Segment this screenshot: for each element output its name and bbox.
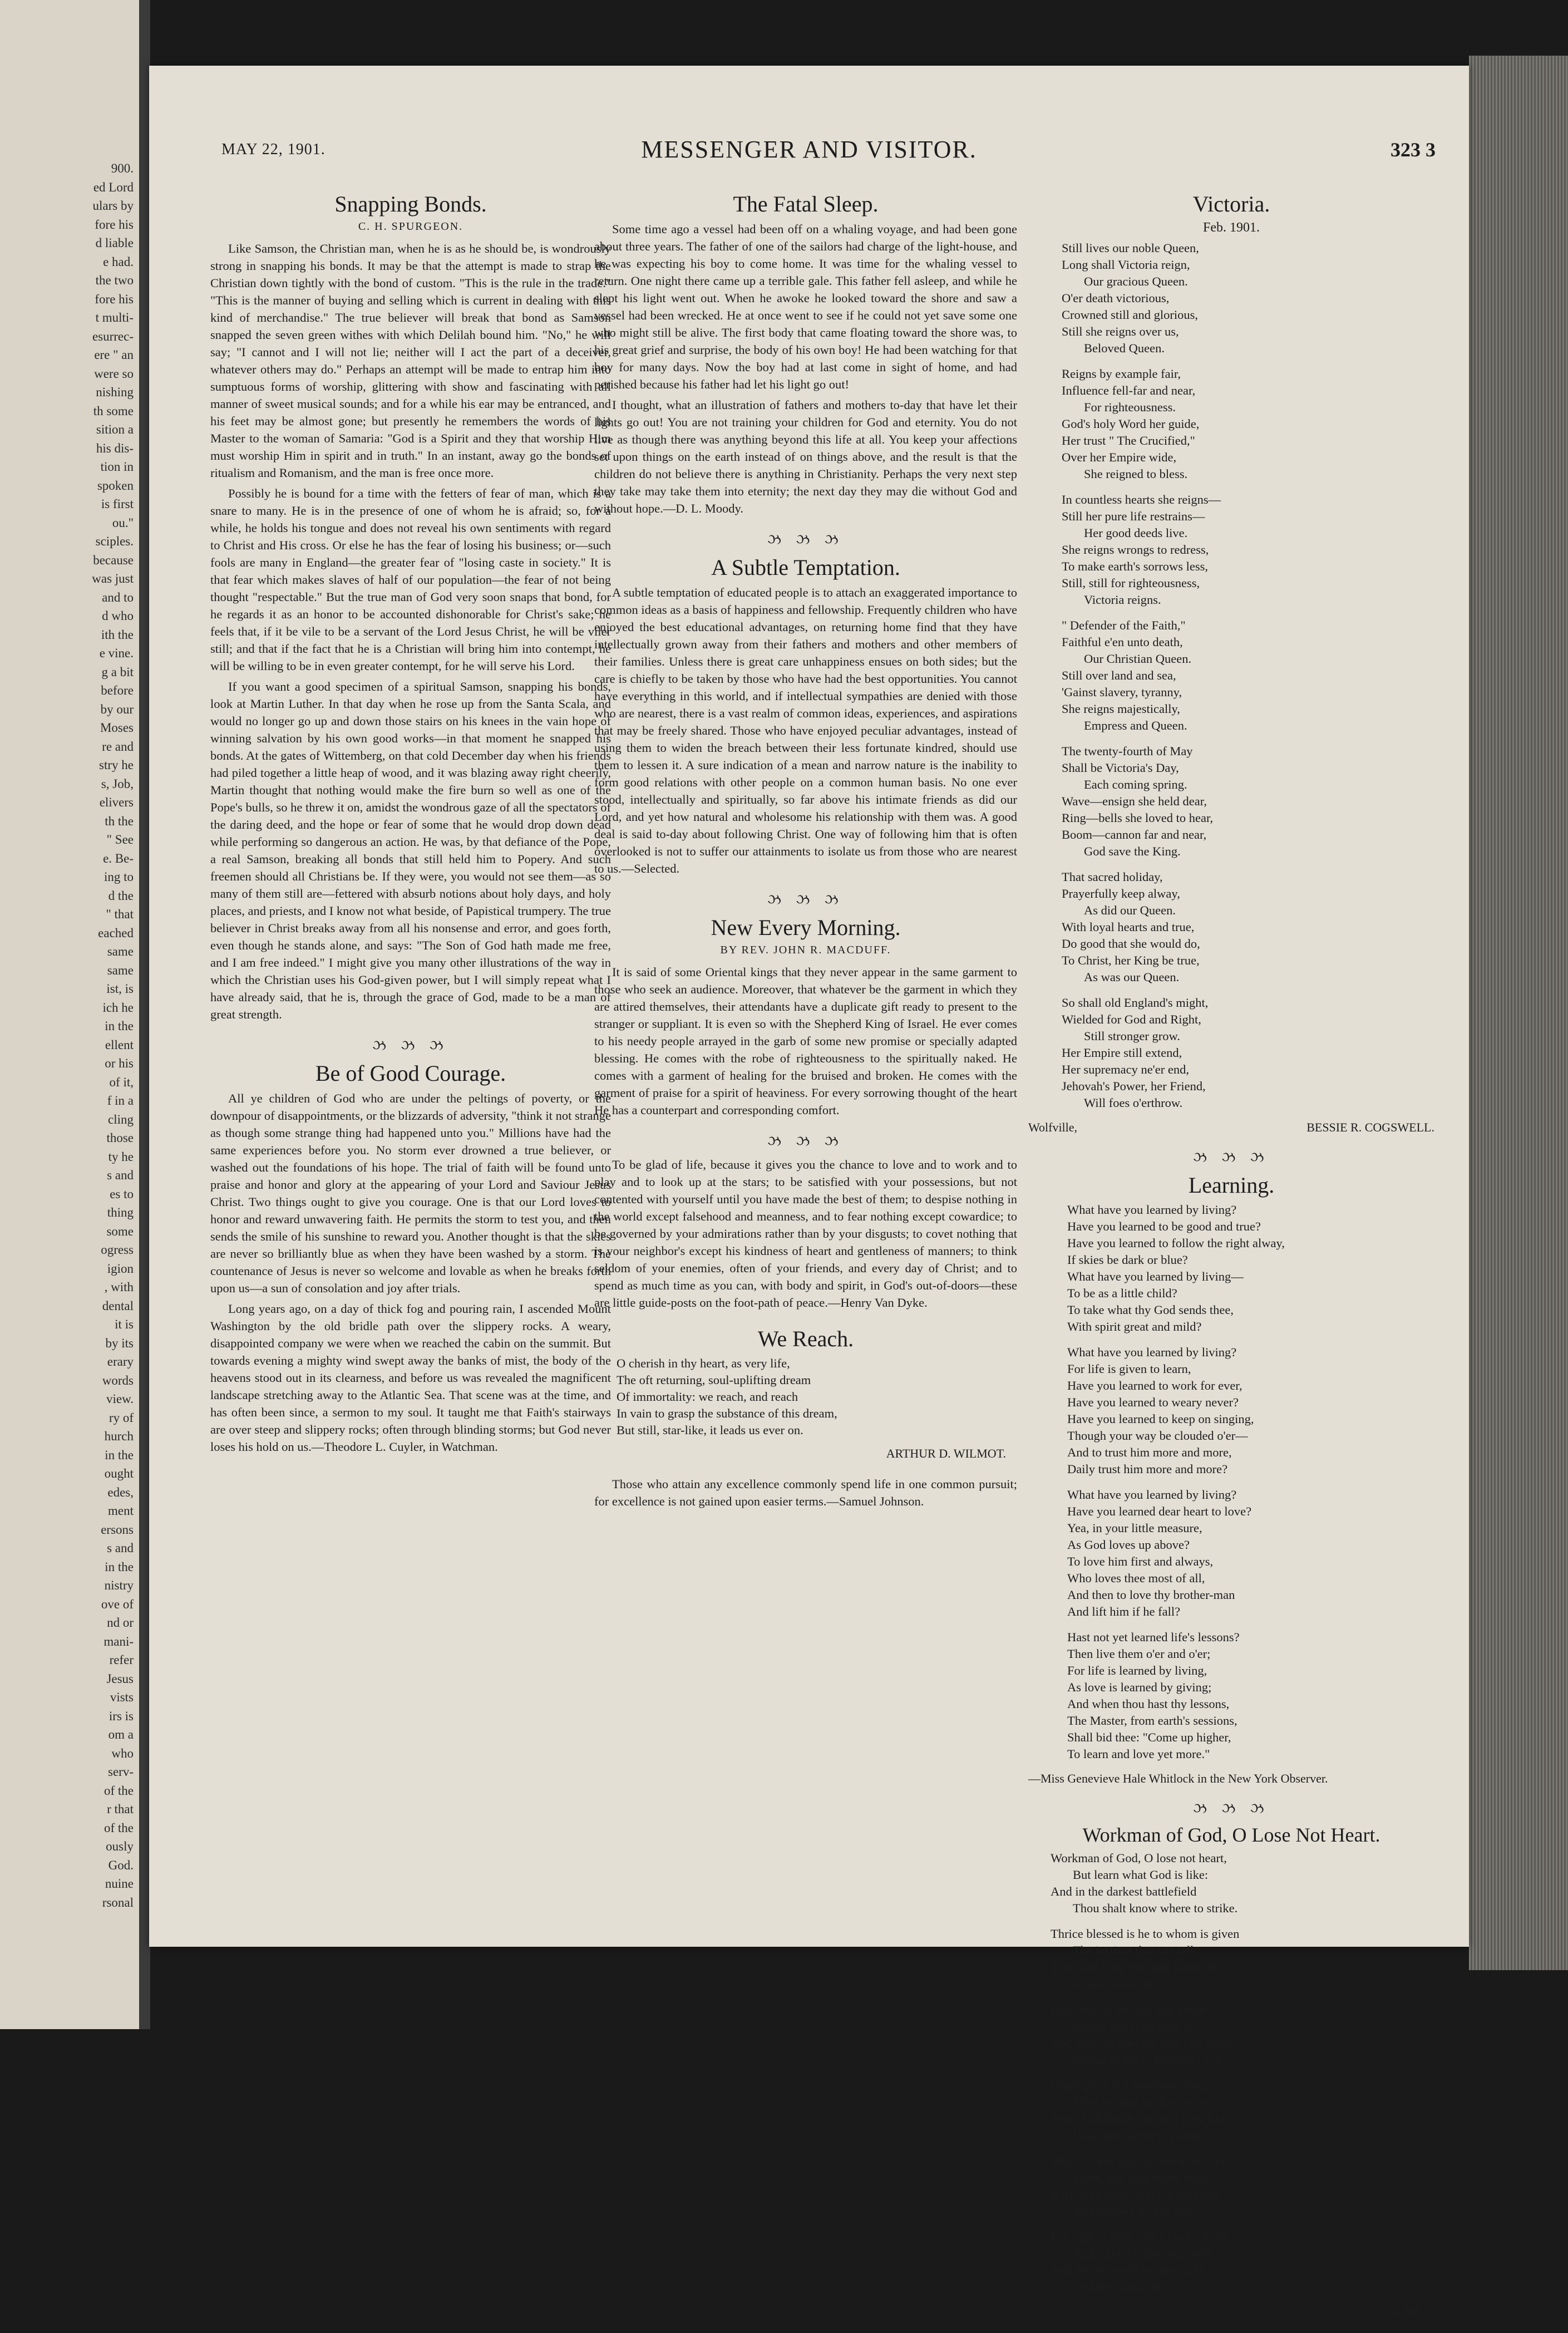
sliver-text-line: God. bbox=[108, 1858, 134, 1872]
sliver-text-line: r that bbox=[107, 1802, 134, 1816]
sliver-text-line: es to bbox=[110, 1187, 134, 1201]
poem-line: And then to love thy brother-man bbox=[1067, 1588, 1235, 1602]
poem-title: Victoria. bbox=[1192, 191, 1270, 216]
poem-line: Shall be Victoria's Day, bbox=[1062, 761, 1179, 775]
poem-line: As God loves up above? bbox=[1067, 1538, 1190, 1552]
article-snapping-bonds bbox=[210, 191, 611, 1023]
poem-line: What have you learned by living? bbox=[1067, 1488, 1237, 1502]
sliver-text-line: in the bbox=[105, 1559, 134, 1574]
poem-line: The twenty-fourth of May bbox=[1062, 744, 1193, 758]
sliver-text-line: nistry bbox=[104, 1578, 134, 1592]
poem-line: Her supremacy ne'er end, bbox=[1062, 1062, 1189, 1076]
poem-stanzas bbox=[1028, 1850, 1434, 2295]
sliver-text-line: view. bbox=[106, 1392, 134, 1406]
poem-title: We Reach. bbox=[757, 1326, 854, 1351]
sliver-text-line: of the bbox=[103, 1783, 134, 1798]
poem-stanza bbox=[1051, 1926, 1434, 1992]
paragraph: A subtle temptation of educated people is to attach an exaggerated importance to common ideas as a basis of happiness and fellowship. Frequently children who have enjoyed the best educational advantages, on returning home find that they have intellectually grown away from their fathers and mothers and other members of their families. Unless there is great care unhappiness ensues on both sides; but the care is chiefly to be taken by those who have had the best opportunities. You cannot have everything in this world, and if intellectual sympathies are denied with those who are nearest, there is a vast realm of common ideas, experiences, and aspirations that may be freely shared. Those who have enjoyed peculiar advantages, instead of using them to widen the breach between their less fortunate kindred, should use them to lessen it. A sure indication of a mean and narrow nature is the inability to form good relations with other people on a common human basis. No one ever stood, intellectually and spiritually, so far above his intimate friends as did our Lord, and yet how natural and wholesome his relationship with them was. A good deal is said to-day about following Christ. One way of following him that is often overlooked is not to suffer our attainments to isolate us from those who are nearest to us.—Selected. bbox=[594, 585, 1017, 875]
poem-line: Still her pure life restrains— bbox=[1062, 509, 1205, 523]
sliver-text-line: refer bbox=[109, 1653, 134, 1667]
book-gutter bbox=[139, 0, 150, 2029]
article-fatal-sleep bbox=[594, 191, 1017, 517]
paragraph: It is said of some Oriental kings that they never appear in the same garment to those who seek an audience. Moreover, that whatever be the garment in which they are attired themselves, their attendants have a duplicate gift ready to present to the stranger or suppliant. It is even so with the Shepherd King of Israel. He ever comes to his needy people arrayed in the garb of some new promise or specially adapted blessing. He comes with the robe of righteousness to the spiritually naked. He comes with a garment of healing for the bruised and broken. He comes with the garment of praise for a spirit of heaviness. For every sorrowing thought of the heart He has a counterpart and corresponding comfort. bbox=[594, 965, 1017, 1117]
sliver-text-line: ogress bbox=[101, 1243, 134, 1257]
poem-stanza bbox=[1067, 1344, 1434, 1478]
fleuron-ornament: ઝ ઝ ઝ bbox=[767, 531, 844, 548]
article-glad-of-life bbox=[594, 1156, 1017, 1311]
poem-line: To be as a little child? bbox=[1067, 1286, 1177, 1300]
article-title: A Subtle Temptation. bbox=[711, 555, 900, 580]
sliver-text-line: ulars by bbox=[92, 199, 134, 213]
sliver-text-line: e had. bbox=[103, 254, 134, 269]
poem-we-reach bbox=[594, 1326, 1017, 1461]
poem-line: Influence fell-far and near, bbox=[1062, 383, 1196, 397]
paragraph: Some time ago a vessel had been off on a whaling voyage, and had been gone about three years. The father of one of the sailors had charge of the light-house, and he was expecting his boy to come home. It was time for the whaling vessel to return. One night there came up a terrible gale. This father fell asleep, and while he slept his light went out. When he awoke he looked toward the shore and saw a vessel had been wrecked. He at once went to see if he could not yet save some one who might still be alive. The first body that came floating toward the shore was, to his great grief and surprise, the body of his own boy! He had been watching for that boy for many days. Now the boy had at last come in sight of home, and had perished because his father had let his light go out! bbox=[594, 222, 1017, 391]
poem-line: Yea, in your little measure, bbox=[1067, 1521, 1202, 1535]
poem-line: To Christ, her King be true, bbox=[1062, 953, 1200, 967]
sliver-text-line: hurch bbox=[104, 1429, 134, 1443]
poem-line: Do good that she would do, bbox=[1062, 937, 1200, 951]
poem-stanza bbox=[1062, 240, 1434, 357]
poem-line: If skies be dark or blue? bbox=[1067, 1253, 1188, 1267]
article-subtle-temptation bbox=[594, 554, 1017, 877]
sliver-text-line: s, Job, bbox=[101, 776, 134, 791]
sliver-text-line: nd or bbox=[107, 1616, 134, 1630]
poem-line: Still over land and sea, bbox=[1062, 668, 1176, 682]
sliver-text-line: esurrec- bbox=[92, 329, 134, 343]
poem-line: For life is learned by living, bbox=[1067, 1663, 1207, 1677]
poem-stanza bbox=[1062, 869, 1434, 986]
poem-stanza bbox=[1062, 617, 1434, 734]
poem-line: Beloved Queen. bbox=[1084, 341, 1165, 355]
poem-line: Still stronger grow. bbox=[1084, 1029, 1180, 1043]
sliver-text-line: ment bbox=[108, 1504, 134, 1518]
sliver-text-line: tion in bbox=[100, 460, 134, 474]
paragraph: Like Samson, the Christian man, when he is as he should be, is wondrously strong in snapping his bonds. It may be that the attempt is made to strap the Christian down tightly with the bond of custom. "This is the rule in the trade." "This is the manner of buying and selling which is current in dealing with this kind of merchandise." The true believer will break that bond as Samson snapped the seven green withes with which Delilah bound him. "No," he will say; "I cannot and I will not lie; neither will I act the part of a deceiver, whatever others may do." Perhaps an attempt will be made to entrap him into sumptuous forms of worship, glittering with show and fascinating with all manner of sweet musical sounds; and for a while his ear may be entranced, and his feet may be almost gone; but presently he remembers the words of his Master to the woman of Samaria: "God is a Spirit and they that worship Him must worship Him in spirit and in truth." In an instant, away go the bonds of ritualism and Romanism, and the man is free once more. bbox=[210, 242, 611, 480]
poem-line: Of immortality: we reach, and reach bbox=[617, 1390, 798, 1404]
poem-line: Who loves thee most of all, bbox=[1067, 1571, 1205, 1585]
sliver-text-line: d liable bbox=[95, 236, 134, 250]
poem-stanza bbox=[1051, 2153, 1434, 2219]
poem-line: 'Gainst slavery, tyranny, bbox=[1062, 685, 1182, 699]
sliver-text-line: erary bbox=[107, 1355, 134, 1369]
sliver-text-line: and to bbox=[102, 590, 134, 604]
poem-subtitle: Feb. 1901. bbox=[1203, 220, 1260, 235]
poem-stanza bbox=[1062, 366, 1434, 483]
sliver-text-line: stry he bbox=[99, 758, 134, 772]
poem-line: With spirit great and mild? bbox=[1067, 1320, 1202, 1333]
sliver-text-line: of the bbox=[103, 1820, 134, 1835]
poem-line: The oft returning, soul-uplifting dream bbox=[617, 1373, 811, 1387]
sliver-text-line: irs is bbox=[109, 1709, 134, 1723]
sliver-text-line: thing bbox=[107, 1205, 134, 1219]
poem-line: With loyal hearts and true, bbox=[1062, 920, 1195, 934]
poem-line: She reigned to bless. bbox=[1084, 467, 1188, 481]
poem-line: And in the darkest battlefield bbox=[1051, 1884, 1197, 1898]
paragraph: If you want a good specimen of a spiritual Samson, snapping his bonds, look at Martin Luther. In that day when he rose up from the Santa Scala, and would no longer go up and down those stairs on his knees in the vain hope of winning salvation by his own good works—in that moment he snapped his bonds. At the gates of Wittemberg, on that cold December day when his friends had piled together a little heap of wood, and it was blazing away right cheerily, Martin thought that nothing would make the fire burn so well as one of the Pope's bulls, so he threw it on, amidst the wondrous gaze of all the spectators of the daring deed, and the hope or fear of some that he would drop down dead while performing so dangerous an action. He was, by that defiance of the Pope, a real Samson, breaking all bonds that still held him to Popery. And such freemen should all Christians be. If they were, you would not see them—as so many of them still are—fettered with absurb notions about holy days, and holy places, and priests, and I know not what beside, of Papistical trumpery. The true believer in Christ breaks away from all his nonsense and error, and goes forth, even though he stands alone, and says: "The Son of God hath made me free, and I am free indeed." I might give you many other illustrations of the way in which the Christian uses his God-given power, but I will simply repeat what I have already said, that he is, through the grace of God, made to be a man of great strength. bbox=[210, 680, 611, 1021]
sliver-text-line: ty he bbox=[108, 1149, 134, 1164]
poem-line: Workman of God, O lose not heart, bbox=[1051, 1851, 1227, 1865]
sliver-text-line: ich he bbox=[102, 1000, 134, 1015]
poem-line: Crowned still and glorious, bbox=[1062, 308, 1198, 322]
poem-line: Have you learned to weary never? bbox=[1067, 1395, 1239, 1409]
sliver-text-line: spoken bbox=[97, 478, 134, 493]
poem-line: And right the day must win; bbox=[1073, 2246, 1214, 2260]
sliver-text-line: ed Lord bbox=[93, 180, 134, 194]
poem-author: ARTHUR D. WILMOT. bbox=[886, 1446, 1006, 1460]
poem-line: Jehovah's Power, her Friend, bbox=[1062, 1079, 1206, 1093]
sliver-text-line: d who bbox=[102, 609, 134, 623]
sliver-text-line: in the bbox=[105, 1448, 134, 1462]
fleuron-ornament: ઝ ઝ ઝ bbox=[767, 1133, 844, 1149]
sliver-text-line: nuine bbox=[105, 1877, 134, 1891]
poem-line: Hast not yet learned life's lessons? bbox=[1067, 1630, 1240, 1644]
poem-line: What have you learned by living? bbox=[1067, 1203, 1237, 1217]
sliver-text-line: ellent bbox=[105, 1037, 134, 1052]
poem-line: Blest, too, is he who can divine bbox=[1051, 2002, 1208, 2016]
sliver-text-line: elivers bbox=[99, 795, 134, 809]
poem-line: But still, star-like, it leads us ever on. bbox=[617, 1423, 803, 1437]
poem-stanza bbox=[1051, 1850, 1434, 1917]
article-byline: C. H. SPURGEON. bbox=[358, 220, 464, 233]
paragraph: All ye children of God who are under the peltings of poverty, or the downpour of disappointments, or the blizzards of adversity, "think it not strange as though some strange thing had happened unto you." Millions have had the same experiences before you. No storm ever drowned a true believer, or washed out the foundations of his hope. The trial of faith will be found unto praise and honor and glory at the appearing of your Lord and Saviour Jesus Christ. Two things ought to give you courage. One is that our Lord loves to honor and reward unwavering faith. He permits the storm to test you, and then sends the smile of his sunshine to reward you. Another thought is that the skies are never so brilliantly blue as when they have been washed by a storm. The countenance of Jesus is never so welcome and lovable as when he breaks forth upon us—a sun of consolation and joy after trials. bbox=[210, 1091, 611, 1295]
sliver-text-line: those bbox=[106, 1131, 134, 1145]
sliver-text-line: ing to bbox=[103, 870, 134, 884]
poem-learning bbox=[1028, 1172, 1434, 1786]
poem-title: Workman of God, O Lose Not Heart. bbox=[1082, 1824, 1380, 1846]
poem-line: Though your way be clouded o'er— bbox=[1067, 1429, 1248, 1443]
sliver-text-line: mani- bbox=[103, 1634, 134, 1648]
poem-line: Each coming spring. bbox=[1084, 777, 1187, 791]
poem-line: Our gracious Queen. bbox=[1084, 274, 1188, 288]
poem-line: Long shall Victoria reign, bbox=[1062, 258, 1190, 272]
poem-line: Victoria reigns. bbox=[1084, 593, 1161, 607]
poem-line: To love him first and always, bbox=[1067, 1554, 1214, 1568]
article-title: Snapping Bonds. bbox=[334, 191, 487, 216]
poem-line: Wrong to man's blindfold eye. bbox=[1073, 2053, 1225, 2066]
paragraph: Those who attain any excellence commonly spend life in one common pursuit; for excellence is not gained upon easier terms.—Samuel Johnson. bbox=[594, 1477, 1017, 1508]
poem-line: And of all things on earth least like bbox=[1051, 2111, 1227, 2125]
sliver-text-line: , with bbox=[104, 1280, 134, 1294]
poem-line: That God is on the field when He bbox=[1051, 1960, 1218, 1974]
sliver-text-line: ought bbox=[104, 1466, 134, 1480]
poem-line: Still, still for righteousness, bbox=[1062, 576, 1200, 590]
sliver-text-line: re and bbox=[102, 739, 134, 754]
poem-line: What have you learned by living? bbox=[1067, 1345, 1237, 1359]
poem-line: Muse on His justice, downcast soul, bbox=[1051, 2154, 1231, 2168]
sliver-text-line: by our bbox=[100, 702, 134, 716]
poem-stanzas bbox=[1028, 1202, 1434, 1763]
article-byline: BY REV. JOHN R. MACDUFF. bbox=[720, 944, 891, 956]
article-excellence bbox=[594, 1475, 1017, 1510]
poem-line: Then live them o'er and o'er; bbox=[1067, 1647, 1211, 1661]
poem-line: O cherish in thy heart, as very life, bbox=[617, 1356, 790, 1370]
sliver-text-line: serv- bbox=[108, 1765, 134, 1779]
poem-line: To take what thy God sends thee, bbox=[1067, 1303, 1234, 1317]
poem-line: And dares to take the side that seems bbox=[1051, 2036, 1236, 2050]
sliver-text-line: same bbox=[107, 963, 134, 977]
poem-line: She reigns wrongs to redress, bbox=[1062, 543, 1209, 557]
sliver-text-line: fore his bbox=[95, 292, 134, 306]
fleuron-ornament: ઝ ઝ ઝ bbox=[1193, 1149, 1270, 1165]
sliver-text-line: his dis- bbox=[96, 441, 134, 455]
article-title: New Every Morning. bbox=[711, 915, 901, 940]
poem-line: Still lives our noble Queen, bbox=[1062, 241, 1199, 255]
sliver-text-line: " See bbox=[106, 833, 134, 846]
article-new-every-morning bbox=[594, 914, 1017, 1119]
sliver-text-line: th some bbox=[93, 403, 134, 418]
sliver-text-line: ove of bbox=[101, 1597, 134, 1611]
sliver-text-line: who bbox=[111, 1746, 134, 1760]
poem-line: Boom—cannon far and near, bbox=[1062, 828, 1207, 841]
poem-stanza bbox=[1067, 1629, 1434, 1763]
poem-line: Empress and Queen. bbox=[1084, 718, 1187, 732]
sliver-text-line: d the bbox=[108, 888, 134, 903]
sliver-text-line: sciples. bbox=[95, 534, 134, 548]
sliver-text-line: f in a bbox=[107, 1094, 134, 1108]
poem-line: God save the King. bbox=[1084, 844, 1181, 858]
poem-line: The Master, from earth's sessions, bbox=[1067, 1714, 1237, 1727]
poem-stanzas bbox=[1028, 240, 1434, 1111]
poem-line: In countless hearts she reigns— bbox=[1062, 493, 1221, 506]
column-1 bbox=[210, 185, 611, 1470]
sliver-text-line: igion bbox=[107, 1261, 134, 1276]
poem-line: " Defender of the Faith," bbox=[1062, 618, 1186, 632]
sliver-text-line: rsonal bbox=[102, 1895, 134, 1909]
sliver-text-line: eached bbox=[98, 926, 134, 940]
sliver-text-line: e vine. bbox=[99, 646, 134, 660]
poem-attribution: —Miss Genevieve Hale Whitlock in the New York Observer. bbox=[1028, 1771, 1328, 1785]
poem-line: For right is right, since God is God; bbox=[1051, 2229, 1230, 2243]
poem-stanza bbox=[1051, 2077, 1434, 2144]
sliver-text-line: t multi- bbox=[95, 311, 134, 324]
sliver-text-line: or his bbox=[105, 1056, 134, 1070]
paragraph: Long years ago, on a day of thick fog and pouring rain, I ascended Mount Washington by the old bridle path over the slippery rocks. A weary, disappointed company we were when we reached the cabin on the summit. But towards evening a mighty wind swept away the banks of mist, the body of the heavens stood out in its clearness, and before us was revealed the magnificent landscape stretching away to the Atlantic Sea. That scene was at the time, and has often been since, a sermon to my soul. It taught me that Faith's stairways are over steep and slippery rocks; often through blinding storms; but God never loses his hold on us.—Theodore L. Cuyler, in Watchman. bbox=[210, 1302, 611, 1454]
header-title: MESSENGER AND VISITOR. bbox=[641, 136, 977, 163]
article-title: The Fatal Sleep. bbox=[733, 191, 879, 216]
poem-line: Her good deeds live. bbox=[1084, 526, 1188, 540]
sliver-text-line: s and bbox=[107, 1168, 134, 1182]
sliver-text-line: fore his bbox=[95, 217, 134, 232]
paragraph: Possibly he is bound for a time with the fetters of fear of man, which is a snare to many. He is in the presence of one of whom he is afraid; so, for a while, he holds his tongue and does not reveal his own sentiments with regard to Christ and His cross. Or else he has the fear of losing his business; or—such fools are many in England—the greater fear of "losing caste in society." It is that fear which makes slaves of half of our population—the fear of not being thought "respectable." But the true man of God very soon snaps that bond, for he regards it as an honor to be accounted dishonorable for Christ's sake; he feels that, if it be vile to be a servant of the Lord Jesus Christ, he will be viler still; and that if the fact that he is a Christian will bring him into contempt, he will be willing to be in even greater contempt, for he will serve his Lord. bbox=[210, 486, 611, 673]
poem-line: Most strange in all its ways: bbox=[1073, 2095, 1214, 2109]
poem-line: Wave—ensign she held dear, bbox=[1062, 794, 1207, 808]
poem-place: Wolfville, bbox=[1028, 1120, 1078, 1134]
poem-line: As did our Queen. bbox=[1084, 903, 1176, 917]
previous-page-sliver bbox=[0, 0, 139, 2029]
poem-line: Is most invisible. bbox=[1073, 1977, 1159, 1991]
sliver-text-line: by its bbox=[105, 1336, 134, 1350]
sliver-text-line: ously bbox=[106, 1839, 134, 1853]
sliver-text-line: ere " an bbox=[94, 348, 134, 362]
poem-line: As love is learned by giving; bbox=[1067, 1680, 1212, 1694]
poem-line: She reigns majestically, bbox=[1062, 702, 1180, 716]
fleuron-ornament: ઝ ઝ ઝ bbox=[372, 1037, 449, 1054]
poem-victoria bbox=[1028, 191, 1434, 1135]
poem-line: Reigns by example fair, bbox=[1062, 367, 1181, 381]
sliver-text-line: dental bbox=[102, 1298, 134, 1313]
poem-line: Ring—bells she loved to hear, bbox=[1062, 811, 1214, 825]
poem-line: As was our Queen. bbox=[1084, 970, 1180, 984]
poem-signature bbox=[1028, 1120, 1434, 1135]
sliver-text-line: ry of bbox=[109, 1410, 134, 1425]
sliver-text-line: nishing bbox=[96, 385, 134, 399]
poem-line: Have you learned dear heart to love? bbox=[1067, 1504, 1252, 1518]
poem-line: Our Christian Queen. bbox=[1084, 652, 1192, 666]
sliver-text-line: om a bbox=[108, 1727, 134, 1741]
poem-stanza bbox=[1067, 1487, 1434, 1620]
poem-line: Have you learned to follow the right alway, bbox=[1067, 1236, 1285, 1250]
poem-author: BESSIE R. COGSWELL. bbox=[1306, 1120, 1434, 1134]
sliver-text-line: th the bbox=[105, 814, 134, 828]
poem-line: In vain to grasp the substance of this dream, bbox=[617, 1406, 837, 1420]
sliver-text-line: g a bit bbox=[101, 665, 134, 679]
poem-line: God's holy Word her guide, bbox=[1062, 417, 1200, 431]
poem-line: Shall bid thee: "Come up higher, bbox=[1067, 1730, 1231, 1744]
sliver-text-line: cling bbox=[108, 1112, 134, 1126]
poem-line: Her trust " The Crucified," bbox=[1062, 434, 1195, 447]
poem-line: Prayerfully keep alway, bbox=[1062, 887, 1180, 900]
sliver-text-line: because bbox=[93, 553, 134, 567]
poem-line: And when thou hast thy lessons, bbox=[1067, 1697, 1230, 1711]
poem-workman-of-god bbox=[1028, 1823, 1434, 2319]
poem-line: Back with thine angel to the field, bbox=[1051, 2187, 1221, 2201]
article-title: Be of Good Courage. bbox=[315, 1061, 506, 1086]
poem-line: Muse, and take better heart: bbox=[1073, 2170, 1212, 2184]
fleuron-ornament: ઝ ઝ ઝ bbox=[767, 892, 844, 908]
sliver-text-line: sition a bbox=[96, 422, 134, 436]
poem-line: God's glory is a wondrous thing, bbox=[1051, 2078, 1214, 2092]
poem-line: That sacred holiday, bbox=[1062, 870, 1163, 884]
sliver-text-line: in the bbox=[105, 1019, 134, 1033]
sliver-text-line: e. Be- bbox=[103, 851, 134, 865]
poem-stanza bbox=[1062, 995, 1434, 1111]
header-date: MAY 22, 1901. bbox=[221, 141, 326, 158]
sliver-text-line: it is bbox=[115, 1317, 134, 1331]
sliver-text-line: ersons bbox=[101, 1522, 134, 1537]
poem-stanza bbox=[1067, 1202, 1434, 1335]
header-page-number: 323 3 bbox=[1391, 139, 1436, 161]
fleuron-ornament: ઝ ઝ ઝ bbox=[1193, 1800, 1270, 1817]
sliver-text-line: s and bbox=[107, 1541, 134, 1555]
poem-line: Daily trust him more and more? bbox=[1067, 1462, 1228, 1476]
sliver-text-line: words bbox=[102, 1373, 134, 1387]
poem-line: Thrice blessed is he to whom is given bbox=[1051, 1927, 1240, 1941]
sliver-text-line: is first bbox=[101, 497, 134, 511]
sliver-text-line: 900. bbox=[111, 161, 134, 175]
poem-line: What have you learned by living— bbox=[1067, 1269, 1244, 1283]
poem-line: Have you learned to work for ever, bbox=[1067, 1379, 1242, 1392]
poem-line: Still she reigns over us, bbox=[1062, 324, 1179, 338]
poem-stanza bbox=[1062, 743, 1434, 860]
column-2 bbox=[594, 185, 1017, 1524]
poem-line: So shall old England's might, bbox=[1062, 996, 1209, 1010]
sliver-text-line: were so bbox=[94, 366, 134, 381]
poem-line: Have you learned to keep on singing, bbox=[1067, 1412, 1254, 1426]
poem-line: Over her Empire wide, bbox=[1062, 450, 1177, 464]
poem-line: Faithful e'en unto death, bbox=[1062, 635, 1183, 649]
sliver-text-line: of it, bbox=[109, 1075, 134, 1089]
poem-title: Learning. bbox=[1188, 1173, 1275, 1198]
poem-line: To make earth's sorrows less, bbox=[1062, 559, 1209, 573]
poem-line: To learn and love yet more." bbox=[1067, 1747, 1210, 1761]
paragraph: I thought, what an illustration of fathers and mothers to-day that have let their lights go out! You are not training your children for God and eternity. You do not live as though there was anything beyond this life at all. You keep your affections set upon things on the earth instead of on things above, and the result is that the children do not believe there is anything in Christianity. Perhaps the very next step they take may take them into eternity; the next day they may die without God and without hope.—D. L. Moody. bbox=[594, 398, 1017, 515]
poem-line: Will foes o'erthrow. bbox=[1084, 1096, 1183, 1110]
sliver-text-line: edes, bbox=[107, 1485, 134, 1499]
sliver-text-line: Jesus bbox=[106, 1671, 134, 1686]
sliver-text-line: same bbox=[107, 944, 134, 958]
sliver-text-line: Moses bbox=[100, 721, 134, 735]
poem-line: But learn what God is like: bbox=[1073, 1868, 1209, 1882]
poem-line: Thou shalt know where to strike. bbox=[1073, 1901, 1238, 1915]
poem-line: And lift him if he fall? bbox=[1067, 1604, 1181, 1618]
poem-line: What men agree to praise. bbox=[1073, 2128, 1204, 2142]
poem-line: For life is given to learn, bbox=[1067, 1362, 1191, 1376]
poem-attribution: —Sel. bbox=[1392, 2304, 1423, 2318]
poem-stanza bbox=[1051, 2001, 1434, 2068]
sliver-text-line: ou." bbox=[112, 515, 134, 530]
poem-stanza bbox=[617, 1355, 1017, 1439]
poem-line: And bravely do thy part. bbox=[1073, 2204, 1196, 2218]
sliver-text-line: before bbox=[101, 683, 134, 697]
poem-line: To falter would be sin. bbox=[1073, 2280, 1186, 2293]
poem-stanza bbox=[1051, 2228, 1434, 2295]
sliver-text-line: ith the bbox=[101, 627, 134, 642]
sliver-text-line: ist, is bbox=[106, 982, 134, 996]
poem-line: And to trust him more and more, bbox=[1067, 1445, 1232, 1459]
sliver-text-line: was just bbox=[92, 572, 134, 585]
sliver-text-line: vists bbox=[110, 1690, 134, 1704]
sliver-text-line: some bbox=[106, 1224, 134, 1238]
poem-stanza bbox=[1062, 491, 1434, 608]
poem-line: And doubt would be disloyalty, bbox=[1051, 2263, 1208, 2277]
page-edges bbox=[1469, 56, 1568, 1970]
poem-line: O'er death victorious, bbox=[1062, 291, 1170, 305]
poem-line: Wielded for God and Right, bbox=[1062, 1012, 1201, 1026]
paragraph: To be glad of life, because it gives you the chance to love and to work and to play and to look up at the stars; to be satisfied with your possessions, but not contented with yourself until you have made the best of them; to despise nothing in the world except falsehood and meanness, and to fear nothing except cowardice; to be governed by your admirations rather than by your disgusts; to covet nothing that is your neighbor's except his kindness of heart and gentleness of manners; to think seldom of your enemies, often of your friends, and every day of Christ; and to spend as much time as you can, with body and spirit, in God's out-of-doors—these are little guide-posts on the foot-path of peace.—Henry Van Dyke. bbox=[594, 1158, 1017, 1310]
poem-line: The instinct that can tell bbox=[1073, 1943, 1194, 1957]
sliver-text-line: " that bbox=[106, 907, 134, 921]
poem-line: Where real right doth lie, bbox=[1073, 2019, 1199, 2033]
column-3 bbox=[1028, 185, 1434, 2333]
newspaper-page bbox=[149, 66, 1469, 2318]
poem-line: For righteousness. bbox=[1084, 400, 1176, 414]
poem-line: Her Empire still extend, bbox=[1062, 1046, 1182, 1060]
article-be-of-good-courage bbox=[210, 1060, 611, 1455]
poem-line: Have you learned to be good and true? bbox=[1067, 1219, 1261, 1233]
sliver-text-line: the two bbox=[95, 273, 134, 287]
